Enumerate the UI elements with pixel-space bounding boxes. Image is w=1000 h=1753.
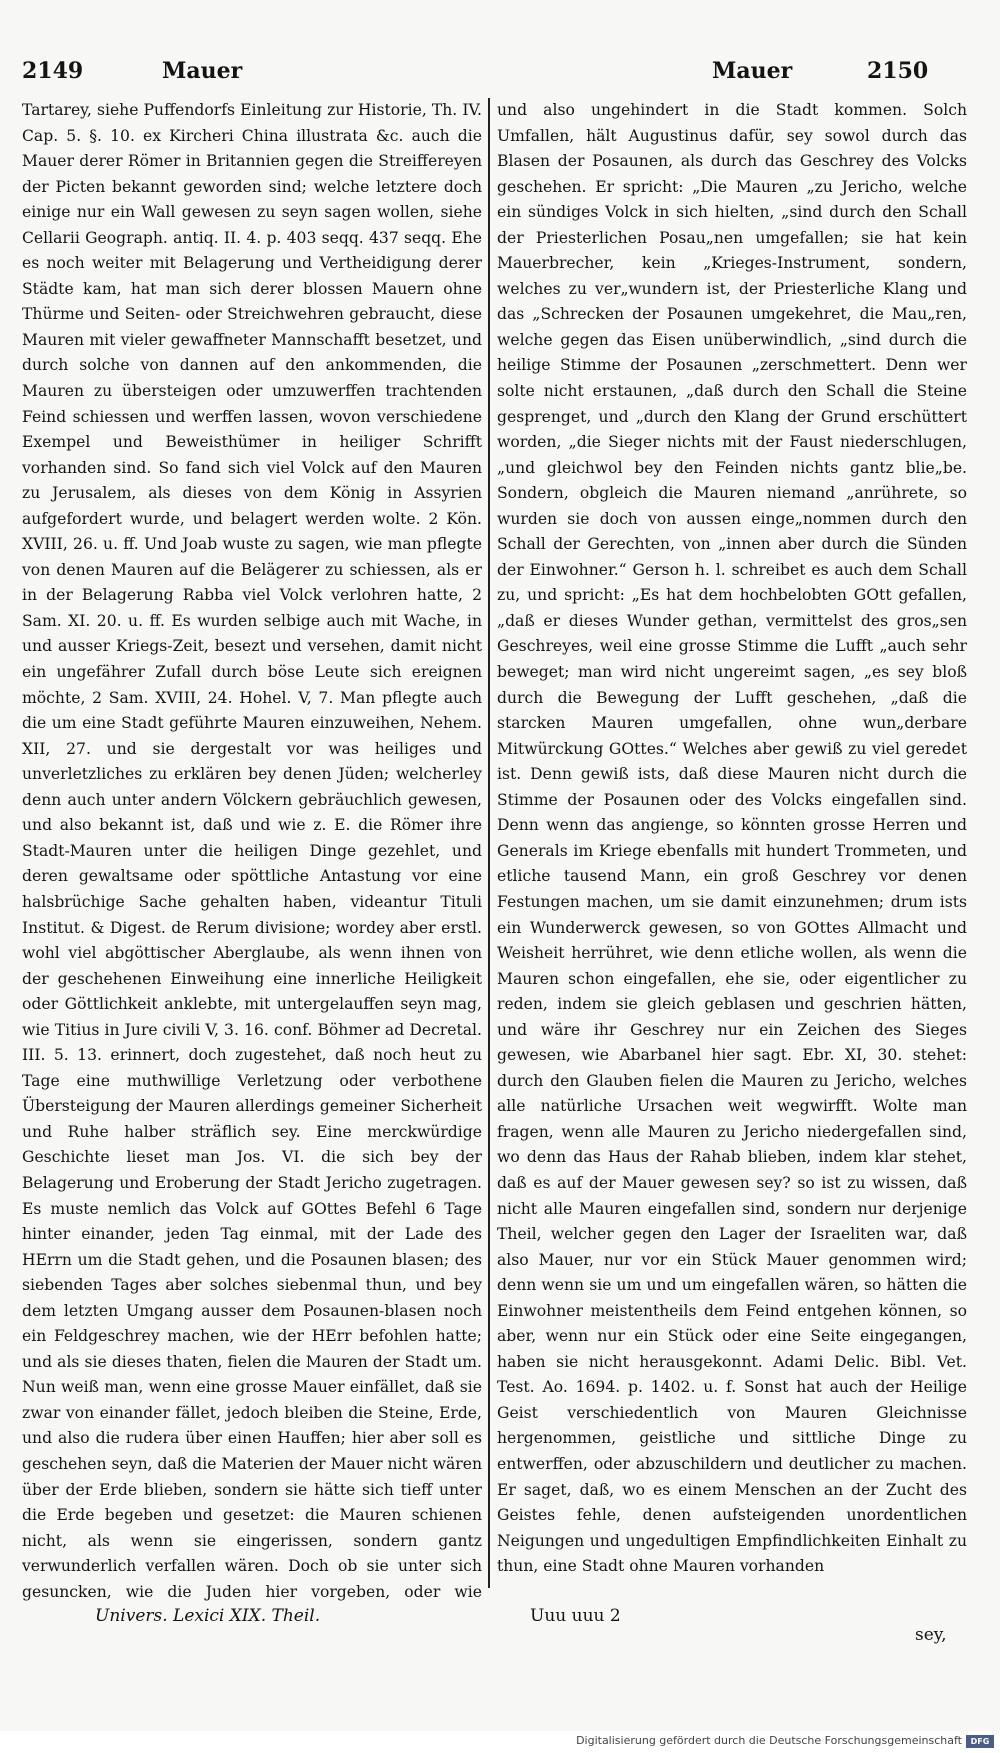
column-divider <box>488 98 490 1588</box>
volume-footer: Univers. Lexici XIX. Theil. <box>95 1606 321 1626</box>
page-number-right: 2150 <box>867 58 929 84</box>
credit-text: Digitalisierung gefördert durch die Deutsche Forschungsgemeinschaft <box>576 1734 962 1747</box>
dfg-logo-icon: DFG <box>966 1735 994 1748</box>
header-word-right: Mauer <box>712 58 793 84</box>
left-column <box>22 98 482 1603</box>
digitization-credit-bar <box>0 1731 1000 1753</box>
catchword: sey, <box>915 1625 947 1645</box>
running-header <box>22 58 977 98</box>
right-column <box>497 98 967 1603</box>
header-word-left: Mauer <box>162 58 243 84</box>
right-column-text: und also ungehindert in die Stadt kommen. Solch Umfallen, hält Augustinus dafür, sey sowol durch das Blasen der Posaunen, als durch das Geschrey des Volcks geschehen. Er spricht: „Die Mauren „zu Jericho, welche ein sündiges Volck in sich hielten, „sind durch den Schall der Priesterlichen Posau„nen umgefallen; sie hat kein Mauerbrecher, kein „Krieges-Instrument, sondern, welches zu ver„wundern ist, der Priesterliche Klang und das „Schrecken der Posaunen umgekehret, die Mau„ren, welche gegen das Eisen unüberwindlich, „sind durch die heilige Stimme der Posaunen „zerschmettert. Denn wer solte nicht erstaunen, „daß durch den Schall die Steine gesprenget, und „durch den Klang der Grund erschüttert worden, „die Sieger nichts mit der Faust niederschlugen, „und gleichwol bey den Feinden nichts gantz blie„be. Sondern, obgleich die Mauren niemand „anrührete, so wurden sie doch von aussen einge„nommen durch den Schall der Gerechten, von „innen aber durch die Sünden der Einwohner.“ Gerson h. l. schreibet es auch dem Schall zu, und spricht: „Es hat dem hochbelobten GOtt gefallen, „daß er dieses Wunder gethan, vermittelst des gros„sen Geschreyes, weil eine grosse Stimme die Lufft „auch sehr beweget; man wird nicht ungereimt sagen, „es sey bloß durch die Bewegung der Lufft geschehen, „daß die starcken Mauren umgefallen, ohne wun„derbare Mitwürckung GOttes.“ Welches aber gewiß zu viel geredet ist. Denn gewiß ists, daß diese Mauren nicht durch die Stimme der Posaunen oder des Volcks eingefallen sind. Denn wenn das angienge, so könnten grosse Herren und Generals im Kriege ebenfalls mit hundert Trommeten, und etliche tausend Mann, ein groß Geschrey vor denen Festungen machen, um sie damit einzunehmen; drum ists ein Wunderwerck gewesen, so von GOttes Allmacht und Weisheit herrühret, wie denn etliche wollen, als wenn die Mauren schon eingefallen, ehe sie, oder eigentlicher zu reden, indem sie gleich geblasen und geschrien hätten, und wäre ihr Geschrey nur ein Zeichen des Sieges gewesen, wie Abarbanel hier sagt. Ebr. XI, 30. stehet: durch den Glauben fielen die Mauren zu Jericho, welches alle natürliche Ursachen weit wegwirfft. Wolte man fragen, wenn alle Mauren zu Jericho niedergefallen sind, wo denn das Haus der Rahab blieben, indem klar stehet, daß es auf der Mauer gewesen sey? so ist zu wissen, daß nicht alle Mauren eingefallen sind, sondern nur derjenige Theil, welcher gegen den Lager der Israeliten war, daß also Mauer, nur vor ein Stück Mauer genommen wird; denn wenn sie um und um eingefallen wären, so hätten die Einwohner meistentheils dem Feind entgehen können, so aber, wenn nur ein Stück oder eine Seite eingegangen, haben sie nicht herausgekonnt. Adami Delic. Bibl. Vet. Test. Ao. 1694. p. 1402. u. f. Sonst hat auch der Heilige Geist verschiedentlich von Mauren Gleichnisse hergenommen, geistliche und sittliche Dinge zu entwerffen, oder abzuschildern und deutlicher zu machen. Er saget, daß, wo es einem Menschen an der Zucht des Geistes fehle, denen aufsteigenden unordentlichen Neigungen und ungedultigen Empfindlichkeiten Einhalt zu thun, eine Stadt ohne Mauren vorhanden <box>497 101 967 1576</box>
signature-mark: Uuu uuu 2 <box>530 1606 621 1626</box>
left-column-text: Tartarey, siehe Puffendorfs Einleitung zur Historie, Th. IV. Cap. 5. §. 10. ex Kircheri China illustrata &c. auch die Mauer derer Römer in Britannien gegen die Streiffereyen der Picten bekannt geworden sind; welche letztere doch einige nur ein Wall gewesen zu seyn sagen wollen, siehe Cellarii Geograph. antiq. II. 4. p. 403 seqq. 437 seqq. Ehe es noch weiter mit Belagerung und Vertheidigung derer Städte kam, hat man sich derer blossen Mauern ohne Thürme und Seiten- oder Streichwehren gebraucht, diese Mauren mit vieler gewaffneter Mannschafft besetzet, und durch solche von dannen auf den ankommenden, die Mauren zu übersteigen oder umzuwerffen trachtenden Feind schiessen und werffen lassen, wovon verschiedene Exempel und Beweisthümer in heiliger Schrifft vorhanden sind. So fand sich viel Volck auf den Mauren zu Jerusalem, als dieses von dem König in Assyrien aufgefordert wurde, und belagert werden wolte. 2 Kön. XVIII, 26. u. ff. Und Joab wuste zu sagen, wie man pflegte von denen Mauren auf die Belägerer zu schiessen, als er in der Belagerung Rabba viel Volck verlohren hatte, 2 Sam. XI. 20. u. ff. Es wurden selbige auch mit Wache, in und ausser Kriegs-Zeit, besezt und versehen, damit nicht ein ungefährer Zufall durch böse Leute sich ereignen möchte, 2 Sam. XVIII, 24. Hohel. V, 7. Man pflegte auch die um eine Stadt geführte Mauren einzuweihen, Nehem. XII, 27. und sie dergestalt vor was heiliges und unverletzliches zu erklären bey denen Jüden; welcherley denn auch unter andern Völckern gebräuchlich gewesen, und also bekannt ist, daß und wie z. E. die Römer ihre Stadt-Mauren unter die heiligen Dinge gezehlet, und deren gewaltsame oder spöttliche Antastung vor eine halsbrüchige Sache gehalten haben, videantur Tituli Institut. & Digest. de Rerum divisione; wordey aber erstl. wohl viel abgöttischer Aberglaube, als wenn ihnen von der geschehenen Einweihung eine innerliche Heiligkeit oder Göttlichkeit anklebte, mit untergelauffen seyn mag, wie Titius in Jure civili V, 3. 16. conf. Böhmer ad Decretal. III. 5. 13. erinnert, doch zugestehet, daß noch heut zu Tage eine muthwillige Verletzung oder verbothene Übersteigung der Mauren allerdings gemeiner Sicherheit und Ruhe halber sträflich sey. Eine merckwürdige Geschichte lieset man Jos. VI. die sich bey der Belagerung und Eroberung der Stadt Jericho zugetragen. Es muste nemlich das Volck auf GOttes Befehl 6 Tage hinter einander, jeden Tag einmal, mit der Lade des HErrn um die Stadt gehen, und die Posaunen blasen; des siebenden Tages aber solches siebenmal thun, und bey dem letzten Umgang ausser dem Posaunen-blasen noch ein Feldgeschrey machen, wie der HErr befohlen hatte; und als sie dieses thaten, fielen die Mauren der Stadt um. Nun weiß man, wenn eine grosse Mauer einfället, daß sie zwar von einander fället, jedoch bleiben die Steine, Erde, und also die rudera über einen Hauffen; hier aber soll es geschehen seyn, daß die Materien der Mauer nicht wären über der Erde blieben, sondern sie hätte sich tieff unter die Erde begeben und gesetzet: die Mauren schienen nicht, als wenn sie eingerissen, sondern gantz verwunderlich verfallen wären. Doch ob sie unter sich gesuncken, wie die Juden hier vorgeben, oder wie <box>22 101 482 1601</box>
page-number-left: 2149 <box>22 58 84 84</box>
